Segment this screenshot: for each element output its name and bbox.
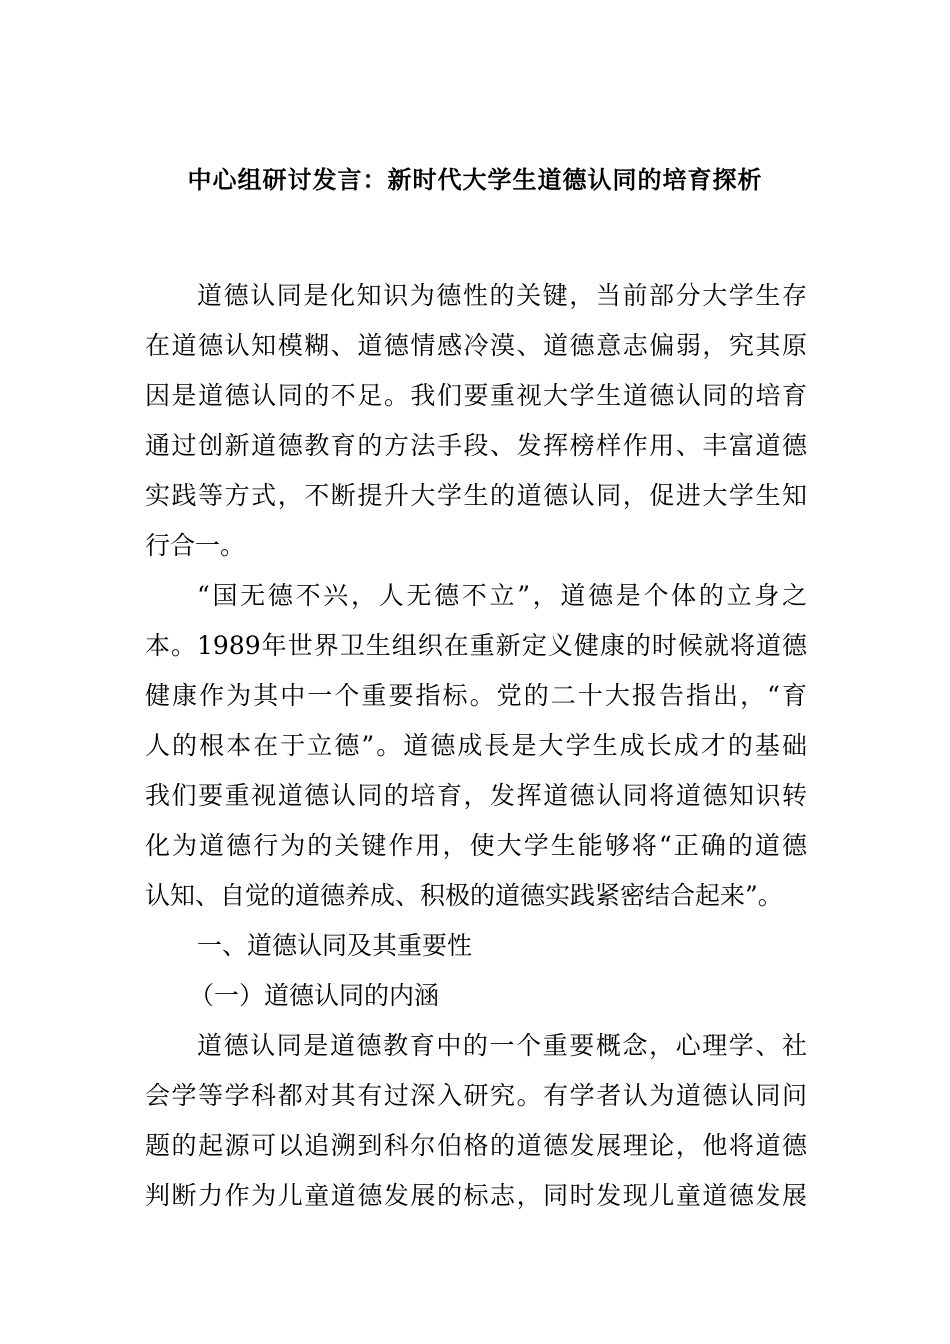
paragraph-line: 判断力作为儿童道德发展的标志，同时发现儿童道德发展 [145, 1181, 807, 1210]
paragraph-line: “国无德不兴，人无德不立”，道德是个体的立身之 [197, 581, 807, 610]
paragraph-line: 认知、自觉的道德养成、积极的道德实践紧密结合起来”。 [145, 881, 783, 910]
paragraph-line: 本。1989年世界卫生组织在重新定义健康的时候就将道德 [145, 631, 807, 660]
subsection-heading: （一）道德认同的内涵 [189, 981, 440, 1010]
paragraph-line: 我们要重视道德认同的培育，发挥道德认同将道德知识转 [145, 781, 807, 810]
paragraph-line: 通过创新道德教育的方法手段、发挥榜样作用、丰富道德 [145, 431, 807, 460]
paragraph-line: 题的起源可以追溯到科尔伯格的道德发展理论，他将道德 [145, 1131, 807, 1160]
paragraph-line: 化为道德行为的关键作用，使大学生能够将“正确的道德 [145, 831, 807, 860]
paragraph-line: 人的根本在于立德”。道德成長是大学生成长成才的基础 [145, 731, 807, 760]
paragraph-line: 会学等学科都对其有过深入研究。有学者认为道德认同问 [145, 1081, 807, 1110]
document-title: 中心组研讨发言：新时代大学生道德认同的培育探析 [187, 165, 763, 194]
paragraph-line: 因是道德认同的不足。我们要重视大学生道德认同的培育 [145, 381, 807, 410]
section-heading: 一、道德认同及其重要性 [197, 931, 473, 960]
paragraph-line: 在道德认知模糊、道德情感冷漠、道德意志偏弱，究其原 [145, 331, 807, 360]
document-body [145, 271, 807, 1221]
paragraph-line: 行合一。 [145, 531, 246, 560]
paragraph-line: 道德认同是化知识为德性的关键，当前部分大学生存 [197, 281, 807, 310]
paragraph-line: 实践等方式，不断提升大学生的道德认同，促进大学生知 [145, 481, 807, 510]
paragraph-line: 道德认同是道德教育中的一个重要概念，心理学、社 [197, 1031, 807, 1060]
paragraph-line: 健康作为其中一个重要指标。党的二十大报告指出，“育 [145, 681, 807, 710]
